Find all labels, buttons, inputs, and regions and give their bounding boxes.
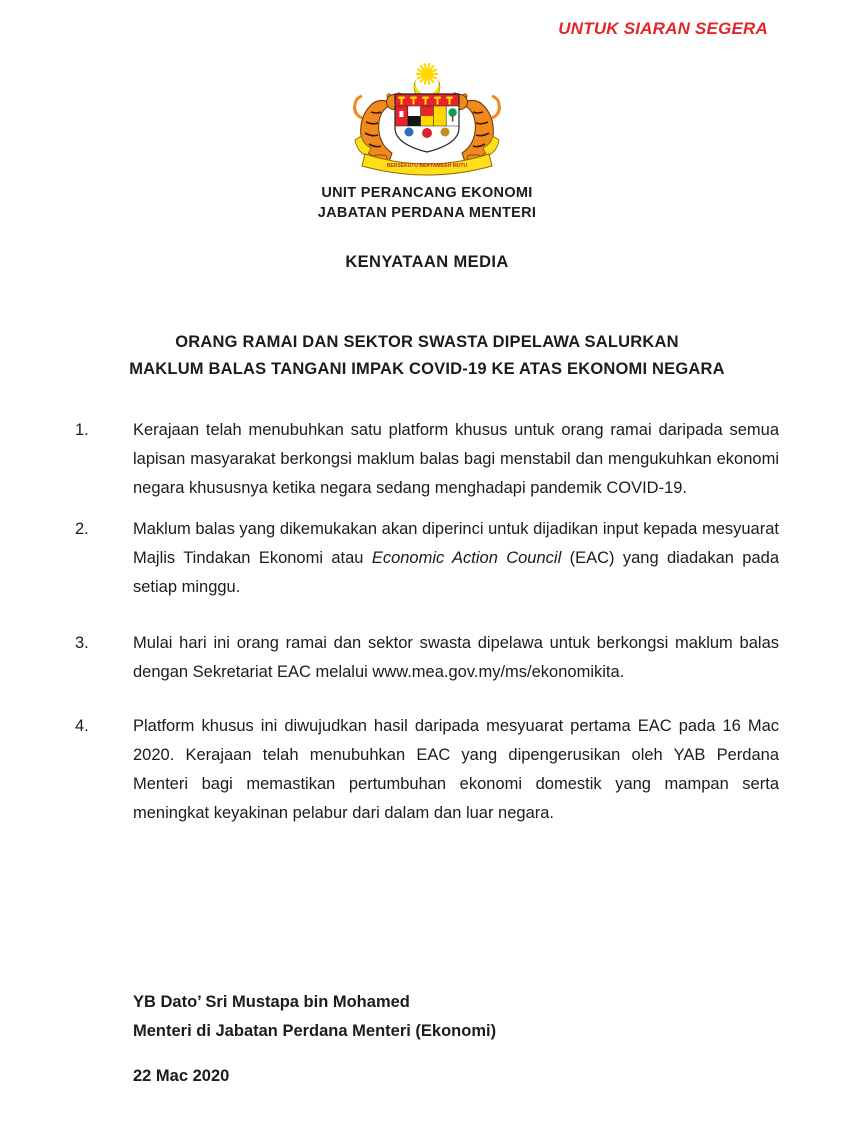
paragraph-4-number: 4.	[75, 717, 89, 735]
paragraph-2-italic-phrase: Economic Action Council	[371, 549, 562, 567]
paragraph-4-text: Platform khusus ini diwujudkan hasil daripada mesyuarat pertama EAC pada 16 Mac 2020. Kerajaan telah menubuhkan EAC yang dipengerusikan oleh YAB Perdana Menteri bagi memastikan pertumbuhan ekonomi domestik yang mampan serta meningkat keyakinan pelabur dari dalam dan luar negara.	[133, 717, 779, 822]
paragraph-1-number: 1.	[75, 421, 89, 439]
org-name-line-1: UNIT PERANCANG EKONOMI	[321, 185, 533, 201]
org-name-block	[0, 183, 854, 223]
malaysia-coat-of-arms-icon	[347, 60, 507, 178]
paragraph-3-text-before: Mulai hari ini orang ramai dan sektor swasta dipelawa untuk berkongsi maklum balas dengan Sekretariat EAC melalui	[133, 634, 779, 681]
paragraph-3	[75, 629, 779, 687]
paragraph-2-text-before: Maklum balas yang dikemukakan akan diperinci untuk dijadikan input kepada mesyuarat Majlis Tindakan Ekonomi atau	[133, 520, 779, 567]
signatory-title: Menteri di Jabatan Perdana Menteri (Ekonomi)	[133, 1022, 497, 1040]
release-date: 22 Mac 2020	[133, 1067, 230, 1085]
paragraph-3-text-after: .	[619, 663, 625, 681]
paragraph-1-text: Kerajaan telah menubuhkan satu platform khusus untuk orang ramai daripada semua lapisan masyarakat berkongsi maklum balas bagi menstabil dan mengukuhkan ekonomi negara khususnya ketika negara sedang menghadapi pandemik COVID-19.	[133, 421, 779, 497]
document-heading: KENYATAAN MEDIA	[345, 253, 509, 271]
signature-block	[133, 988, 496, 1091]
org-name-line-2: JABATAN PERDANA MENTERI	[317, 205, 537, 221]
paragraph-2-number: 2.	[75, 520, 89, 538]
letterhead	[0, 60, 854, 223]
document-title-line-1: ORANG RAMAI DAN SEKTOR SWASTA DIPELAWA SALURKAN	[175, 333, 679, 351]
document-body	[75, 416, 779, 828]
document-title	[0, 329, 854, 383]
paragraph-1	[75, 416, 779, 503]
paragraph-3-url: www.mea.gov.my/ms/ekonomikita	[372, 663, 620, 681]
crest-shield	[395, 94, 459, 152]
signatory-name: YB Dato’ Sri Mustapa bin Mohamed	[133, 993, 410, 1011]
paragraph-2-text-after: (EAC) yang diadakan pada setiap minggu.	[133, 549, 780, 596]
crest-motto-text: BERSEKUTU BERTAMBAH MUTU	[386, 163, 468, 169]
paragraph-2	[75, 515, 779, 602]
document-title-line-2: MAKLUM BALAS TANGANI IMPAK COVID-19 KE ATAS EKONOMI NEGARA	[129, 360, 725, 378]
paragraph-3-number: 3.	[75, 634, 89, 652]
release-tag: UNTUK SIARAN SEGERA	[558, 19, 768, 38]
paragraph-4	[75, 712, 779, 828]
